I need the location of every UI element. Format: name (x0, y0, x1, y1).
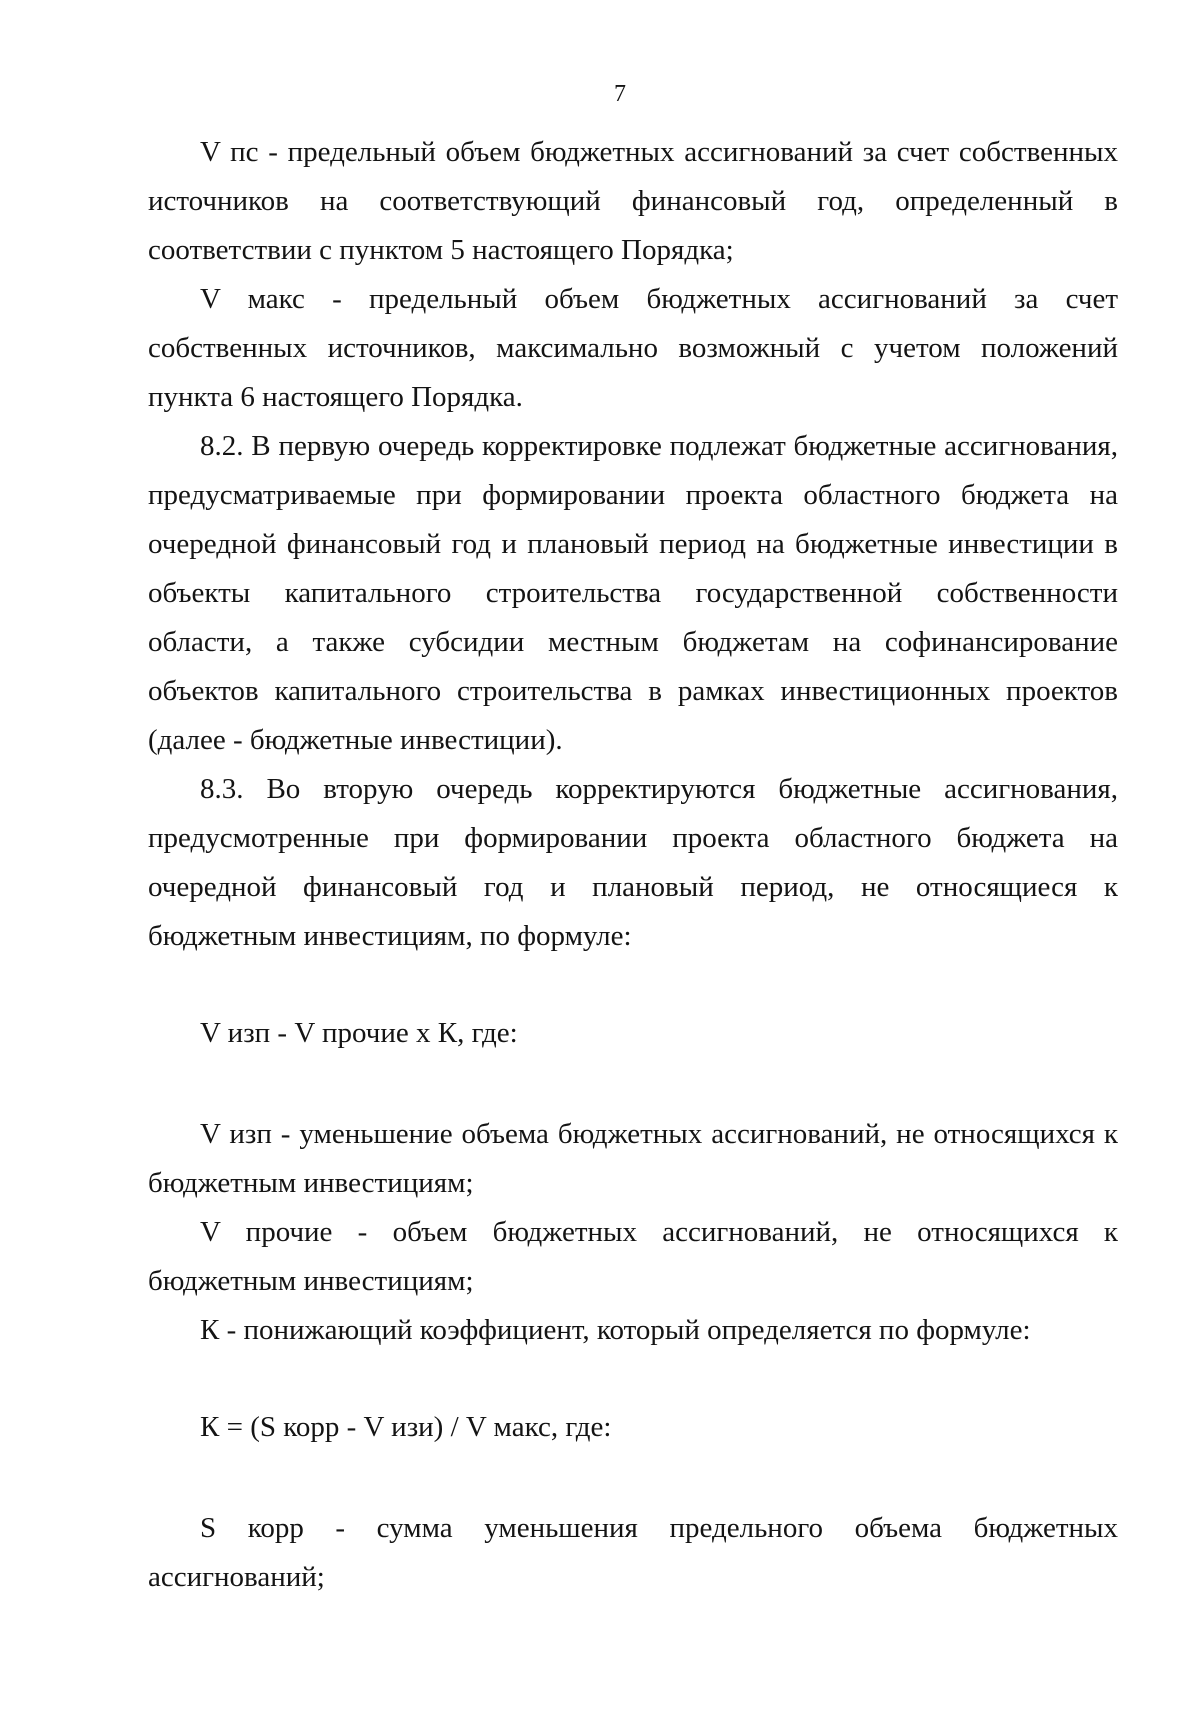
definition-v-maks: V макс - предельный объем бюджетных ассигнований за счет собственных источников, максимально возможный с учетом положений пункта 6 настоящего Порядка. (148, 283, 1118, 413)
document-body (148, 128, 1118, 1602)
clause-8-3: 8.3. Во вторую очередь корректируются бюджетные ассигнования, предусмотренные при формировании проекта областного бюджета на очередной финансовый год и плановый период, не относящиеся к бюджетным инвестициям, по формуле: (148, 773, 1118, 952)
page-number: 7 (614, 81, 626, 107)
definition-k: К - понижающий коэффициент, который определяется по формуле: (200, 1314, 1031, 1346)
definition-s-korr: S корр - сумма уменьшения предельного объема бюджетных ассигнований; (148, 1512, 1118, 1593)
definition-v-ps: V пс - предельный объем бюджетных ассигнований за счет собственных источников на соответствующий финансовый год, определенный в соответствии с пунктом 5 настоящего Порядка; (148, 136, 1118, 266)
formula-v-izp: V изп - V прочие x К, где: (200, 1017, 518, 1049)
clause-8-2: 8.2. В первую очередь корректировке подлежат бюджетные ассигнования, предусматриваемые при формировании проекта областного бюджета на очередной финансовый год и плановый период на бюджетные инвестиции в объекты капитального строительства государственной собственности области, а также субсидии местным бюджетам на софинансирование объектов капитального строительства в рамках инвестиционных проектов (далее - бюджетные инвестиции). (148, 430, 1118, 756)
definition-v-prochie: V прочие - объем бюджетных ассигнований, не относящихся к бюджетным инвестициям; (148, 1216, 1118, 1297)
formula-k: К = (S корр - V изи) / V макс, где: (200, 1411, 612, 1443)
definition-v-izp: V изп - уменьшение объема бюджетных ассигнований, не относящихся к бюджетным инвестициям; (148, 1118, 1118, 1199)
